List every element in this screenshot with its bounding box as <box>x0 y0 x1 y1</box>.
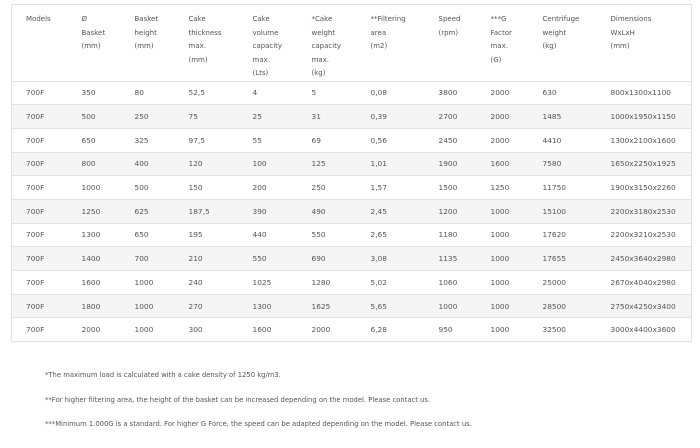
table-cell-g-factor: 1000 <box>491 223 543 247</box>
table-cell-dimensions: 2750x4250x3400 <box>611 294 692 318</box>
table-cell-cake-weight: 1625 <box>312 294 371 318</box>
table-cell-cake-weight: 5 <box>312 81 371 105</box>
footnotes <box>45 369 472 443</box>
table-cell-models: 700F <box>12 199 82 223</box>
table-row <box>12 247 692 271</box>
table-cell-centrifuge-weight: 630 <box>543 81 611 105</box>
table-cell-filtering-area: 2,45 <box>371 199 439 223</box>
column-header-centrifuge-weight <box>543 5 611 82</box>
table-cell-centrifuge-weight: 17655 <box>543 247 611 271</box>
table-cell-speed: 1900 <box>439 152 491 176</box>
table-cell-g-factor: 1000 <box>491 199 543 223</box>
table-cell-dimensions: 2670x4040x2980 <box>611 271 692 295</box>
column-header-line: thickness <box>188 28 222 37</box>
table-cell-cake-weight: 1280 <box>312 271 371 295</box>
table-cell-cake-thickness: 270 <box>189 294 253 318</box>
table-row <box>12 105 692 129</box>
table-cell-models: 700F <box>12 271 82 295</box>
table-cell-g-factor: 1000 <box>491 247 543 271</box>
column-header-line: *Cake <box>311 15 333 23</box>
table-row <box>12 318 692 342</box>
table-row <box>12 128 692 152</box>
column-header-line: height <box>134 28 157 37</box>
table-cell-speed: 3800 <box>439 81 491 105</box>
table-cell-centrifuge-weight: 25000 <box>543 271 611 295</box>
column-header-speed <box>439 5 491 82</box>
table-cell-filtering-area: 1,57 <box>371 176 439 200</box>
table-row <box>12 199 692 223</box>
table-cell-cake-thickness: 120 <box>189 152 253 176</box>
table-cell-dimensions: 2450x3640x2980 <box>611 247 692 271</box>
table-cell-speed: 1000 <box>439 294 491 318</box>
table-cell-g-factor: 1000 <box>491 271 543 295</box>
table-cell-basket-height: 1000 <box>135 318 189 342</box>
table-cell-cake-weight: 690 <box>312 247 371 271</box>
table-cell-cake-volume: 4 <box>253 81 312 105</box>
table-cell-g-factor: 1000 <box>491 294 543 318</box>
table-cell-basket-height: 1000 <box>135 294 189 318</box>
table-cell-dimensions: 1650x2250x1925 <box>611 152 692 176</box>
table-cell-centrifuge-weight: 4410 <box>543 128 611 152</box>
table-row <box>12 223 692 247</box>
table-cell-dimensions: 800x1300x1100 <box>611 81 692 105</box>
column-header-line: (mm) <box>81 42 101 50</box>
column-header-line: (mm) <box>188 55 208 64</box>
table-cell-speed: 1180 <box>439 223 491 247</box>
table-cell-models: 700F <box>12 223 82 247</box>
column-header-line: (rpm) <box>438 28 459 37</box>
column-header-line: Basket <box>81 28 106 37</box>
table-cell-speed: 1060 <box>439 271 491 295</box>
table-cell-cake-volume: 100 <box>253 152 312 176</box>
column-header-line: weight <box>311 28 336 37</box>
column-header-line: capacity <box>252 42 283 50</box>
table-cell-cake-weight: 125 <box>312 152 371 176</box>
column-header-g-factor <box>491 5 543 82</box>
table-cell-centrifuge-weight: 11750 <box>543 176 611 200</box>
column-header-line: Cake <box>252 15 270 23</box>
footnote-g-factor: ***Minimum 1.000G is a standard. For higher G Force, the speed can be adapted depending on the model. Please contact us. <box>45 420 472 428</box>
table-cell-centrifuge-weight: 1485 <box>543 105 611 129</box>
table-row <box>12 152 692 176</box>
table-cell-filtering-area: 3,08 <box>371 247 439 271</box>
column-header-cake-weight <box>312 5 371 82</box>
table-cell-basket-diameter: 1400 <box>82 247 135 271</box>
table-cell-filtering-area: 0,08 <box>371 81 439 105</box>
table-cell-models: 700F <box>12 176 82 200</box>
table-row <box>12 294 692 318</box>
column-header-line: (Lts) <box>252 69 269 77</box>
table-cell-g-factor: 1600 <box>491 152 543 176</box>
table-cell-basket-height: 700 <box>135 247 189 271</box>
table-cell-cake-thickness: 195 <box>189 223 253 247</box>
column-header-line: (kg) <box>311 69 326 77</box>
column-header-dimensions <box>611 5 692 82</box>
column-header-basket-height <box>135 5 189 82</box>
table-cell-dimensions: 1000x1950x1150 <box>611 105 692 129</box>
column-header-filtering-area <box>371 5 439 82</box>
column-header-line: Centrifuge <box>542 15 580 23</box>
column-header-line: (G) <box>490 55 502 64</box>
table-cell-basket-diameter: 1000 <box>82 176 135 200</box>
column-header-cake-volume <box>253 5 312 82</box>
column-header-basket-diameter <box>82 5 135 82</box>
table-cell-basket-diameter: 650 <box>82 128 135 152</box>
table-cell-cake-volume: 1600 <box>253 318 312 342</box>
column-header-line: Factor <box>490 28 512 37</box>
table-cell-g-factor: 2000 <box>491 128 543 152</box>
table-cell-cake-thickness: 187,5 <box>189 199 253 223</box>
column-header-line: area <box>370 28 387 37</box>
table-cell-models: 700F <box>12 294 82 318</box>
table-cell-basket-height: 500 <box>135 176 189 200</box>
column-header-line: Cake <box>188 15 206 23</box>
table-cell-basket-height: 1000 <box>135 271 189 295</box>
column-header-line: max. <box>252 55 270 64</box>
table-cell-cake-volume: 440 <box>253 223 312 247</box>
specifications-table <box>11 4 692 342</box>
table-cell-models: 700F <box>12 128 82 152</box>
table-cell-cake-weight: 31 <box>312 105 371 129</box>
table-cell-basket-diameter: 1600 <box>82 271 135 295</box>
column-header-line: **Filtering <box>370 15 406 23</box>
table-cell-cake-thickness: 97,5 <box>189 128 253 152</box>
table-cell-basket-diameter: 1250 <box>82 199 135 223</box>
column-header-line: WxLxH <box>610 28 635 37</box>
table-cell-basket-diameter: 1800 <box>82 294 135 318</box>
table-cell-dimensions: 1900x3150x2260 <box>611 176 692 200</box>
table-cell-basket-height: 400 <box>135 152 189 176</box>
table-cell-filtering-area: 0,39 <box>371 105 439 129</box>
table-cell-filtering-area: 0,56 <box>371 128 439 152</box>
column-header-line: capacity <box>311 42 342 50</box>
table-row <box>12 271 692 295</box>
table-cell-dimensions: 2200x3210x2530 <box>611 223 692 247</box>
column-header-line: (mm) <box>134 42 154 50</box>
table-cell-speed: 1200 <box>439 199 491 223</box>
table-cell-basket-diameter: 350 <box>82 81 135 105</box>
table-cell-centrifuge-weight: 32500 <box>543 318 611 342</box>
table-cell-dimensions: 3000x4400x3600 <box>611 318 692 342</box>
table-cell-cake-volume: 550 <box>253 247 312 271</box>
table-cell-centrifuge-weight: 15100 <box>543 199 611 223</box>
table-cell-centrifuge-weight: 17620 <box>543 223 611 247</box>
table-cell-cake-weight: 550 <box>312 223 371 247</box>
column-header-line: (mm) <box>610 42 630 50</box>
table-cell-centrifuge-weight: 28500 <box>543 294 611 318</box>
column-header-line: volume <box>252 28 279 37</box>
table-cell-filtering-area: 5,02 <box>371 271 439 295</box>
column-header-line: max. <box>311 55 329 64</box>
table-cell-cake-thickness: 52,5 <box>189 81 253 105</box>
table-cell-speed: 950 <box>439 318 491 342</box>
table-cell-cake-volume: 1300 <box>253 294 312 318</box>
table-cell-speed: 1135 <box>439 247 491 271</box>
table-cell-g-factor: 1000 <box>491 318 543 342</box>
column-header-line: (m2) <box>370 42 388 50</box>
table-cell-cake-weight: 490 <box>312 199 371 223</box>
table-cell-filtering-area: 2,65 <box>371 223 439 247</box>
table-cell-models: 700F <box>12 247 82 271</box>
column-header-cake-thickness <box>189 5 253 82</box>
table-cell-speed: 2700 <box>439 105 491 129</box>
table-cell-basket-diameter: 500 <box>82 105 135 129</box>
column-header-line: Basket <box>134 15 159 23</box>
table-cell-cake-thickness: 210 <box>189 247 253 271</box>
table-cell-filtering-area: 5,65 <box>371 294 439 318</box>
table-cell-models: 700F <box>12 81 82 105</box>
column-header-line: Models <box>26 15 51 23</box>
table-cell-dimensions: 1300x2100x1600 <box>611 128 692 152</box>
table-cell-basket-height: 650 <box>135 223 189 247</box>
table-cell-basket-diameter: 1300 <box>82 223 135 247</box>
table-cell-cake-thickness: 300 <box>189 318 253 342</box>
table-cell-g-factor: 2000 <box>491 105 543 129</box>
column-header-line: max. <box>490 42 508 50</box>
column-header-line: Dimensions <box>610 15 652 23</box>
table-cell-models: 700F <box>12 318 82 342</box>
table-cell-cake-thickness: 75 <box>189 105 253 129</box>
table-cell-basket-diameter: 800 <box>82 152 135 176</box>
header-row <box>12 5 692 82</box>
table-cell-speed: 1500 <box>439 176 491 200</box>
table-cell-cake-weight: 250 <box>312 176 371 200</box>
table-cell-cake-volume: 55 <box>253 128 312 152</box>
table-row <box>12 176 692 200</box>
table-cell-speed: 2450 <box>439 128 491 152</box>
footnote-filtering-area: **For higher filtering area, the height of the basket can be increased depending on the model. Please contact us. <box>45 395 431 404</box>
table-cell-centrifuge-weight: 7580 <box>543 152 611 176</box>
table-cell-cake-weight: 69 <box>312 128 371 152</box>
column-header-line: Speed <box>438 15 461 23</box>
table-cell-models: 700F <box>12 105 82 129</box>
table-header <box>12 5 692 82</box>
table-cell-filtering-area: 6,28 <box>371 318 439 342</box>
table-cell-basket-height: 625 <box>135 199 189 223</box>
footnote-cake-density: *The maximum load is calculated with a cake density of 1250 kg/m3. <box>45 371 281 379</box>
table-row <box>12 81 692 105</box>
column-header-line: max. <box>188 42 206 50</box>
table-cell-dimensions: 2200x3180x2530 <box>611 199 692 223</box>
table-cell-cake-volume: 1025 <box>253 271 312 295</box>
column-header-line: Ø <box>81 15 88 23</box>
table-cell-basket-height: 250 <box>135 105 189 129</box>
column-header-line: weight <box>542 28 567 37</box>
table-cell-cake-weight: 2000 <box>312 318 371 342</box>
table-cell-cake-volume: 200 <box>253 176 312 200</box>
column-header-models <box>12 5 82 82</box>
table-cell-filtering-area: 1,01 <box>371 152 439 176</box>
table-cell-g-factor: 2000 <box>491 81 543 105</box>
table-cell-cake-volume: 25 <box>253 105 312 129</box>
table-cell-models: 700F <box>12 152 82 176</box>
table-body <box>12 81 692 342</box>
table-cell-basket-height: 80 <box>135 81 189 105</box>
table-cell-cake-thickness: 240 <box>189 271 253 295</box>
table-cell-cake-thickness: 150 <box>189 176 253 200</box>
column-header-line: (kg) <box>542 42 557 50</box>
table-cell-basket-height: 325 <box>135 128 189 152</box>
table-cell-g-factor: 1250 <box>491 176 543 200</box>
table-cell-basket-diameter: 2000 <box>82 318 135 342</box>
column-header-line: ***G <box>490 15 507 23</box>
table-cell-cake-volume: 390 <box>253 199 312 223</box>
